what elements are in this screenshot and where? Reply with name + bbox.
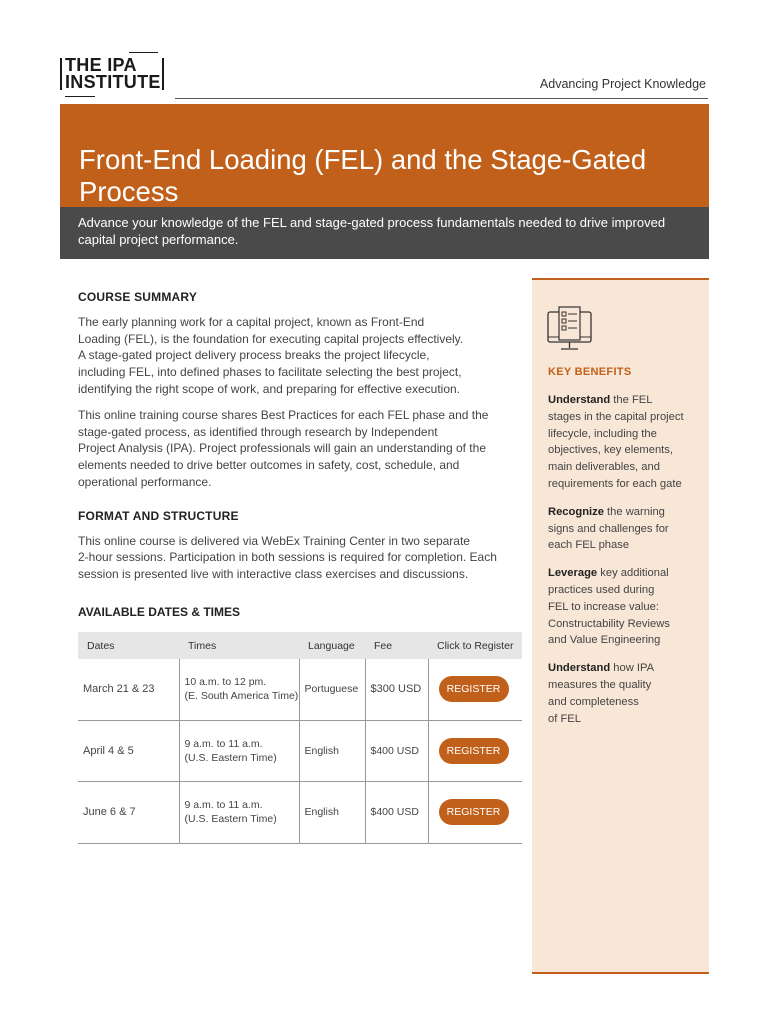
fee-cell: $300 USD <box>365 659 428 720</box>
course-summary-paragraph-1: The early planning work for a capital project, known as Front-End Loading (FEL), is the foundation for executing capital projects effectively. A stage-gated project delivery process breaks the project lifecycle, including FEL, into defined phases to facilitate selecting the best project, identifying the right scope of work, and preparing for effective execution. <box>78 314 464 396</box>
time-range: 10 a.m. to 12 pm. <box>184 676 267 689</box>
main-content <box>78 289 518 583</box>
benefits-list <box>548 392 703 738</box>
benefit-text: the FEL stages in the capital project lifecycle, including the objectives, key elements, main deliverables, and requirements for each gate <box>548 394 684 490</box>
benefit-text: key additional practices used during FEL to increase value: Constructability Reviews and Value Engineering <box>548 567 670 647</box>
tagline: Advancing Project Knowledge <box>539 77 706 91</box>
benefit-keyword: Understand <box>548 394 611 406</box>
column-header-dates: Dates <box>78 632 179 659</box>
benefit-item <box>548 660 703 727</box>
key-benefits-heading: KEY BENEFITS <box>548 366 632 378</box>
logo-text <box>65 57 161 91</box>
table-row <box>78 659 522 720</box>
course-summary-paragraph-2: This online training course shares Best Practices for each FEL phase and the stage-gated process, as identified through research by Independent Project Analysis (IPA). Project professionals will gain an understanding of the elements needed to drive better outcomes in safety, cost, schedule, and operational performance. <box>78 407 489 489</box>
page-title: Front-End Loading (FEL) and the Stage-Gated Process <box>79 144 647 207</box>
format-heading: FORMAT AND STRUCTURE <box>78 508 239 523</box>
benefit-text: the warning signs and challenges for each FEL phase <box>548 505 669 552</box>
benefit-keyword: Recognize <box>548 505 604 518</box>
benefit-keyword: Leverage <box>548 567 598 580</box>
ipa-institute-logo <box>60 52 166 98</box>
logo-top-line <box>129 52 158 53</box>
dates-cell: April 4 & 5 <box>78 720 179 781</box>
time-zone: (U.S. Eastern Time) <box>184 813 277 825</box>
fee-cell: $400 USD <box>365 781 428 843</box>
table-header-row <box>78 632 522 659</box>
page-subtitle: Advance your knowledge of the FEL and stage-gated process fundamentals needed to drive improved capital project performance. <box>78 215 666 247</box>
table-row <box>78 781 522 843</box>
dates-cell: March 21 & 23 <box>78 659 179 720</box>
register-button[interactable]: REGISTER <box>439 676 509 702</box>
time-zone: (U.S. Eastern Time) <box>184 751 277 764</box>
benefit-keyword: Understand <box>548 662 611 675</box>
course-summary-heading: COURSE SUMMARY <box>78 290 198 304</box>
times-cell <box>179 659 299 720</box>
column-header-times: Times <box>179 632 299 659</box>
subtitle-bar <box>60 207 709 259</box>
header-rule <box>175 98 708 99</box>
key-benefits-sidebar <box>532 278 709 974</box>
time-range: 9 a.m. to 11 a.m. <box>184 737 263 750</box>
benefit-text: how IPA measures the quality and completeness of FEL <box>548 662 655 725</box>
language-cell: Portuguese <box>299 659 365 720</box>
time-zone: (E. South America Time) <box>184 690 299 703</box>
language-cell: English <box>299 781 365 843</box>
register-cell <box>428 720 522 781</box>
dates-heading: AVAILABLE DATES & TIMES <box>78 605 240 619</box>
logo-line-1: THE IPA <box>65 55 137 75</box>
times-cell <box>179 720 299 781</box>
logo-bar-left <box>60 58 62 90</box>
benefit-item <box>548 504 703 554</box>
register-button[interactable]: REGISTER <box>439 738 509 764</box>
table-row <box>78 720 522 781</box>
register-button[interactable]: REGISTER <box>439 799 509 825</box>
logo-line-2: INSTITUTE <box>65 72 161 92</box>
language-cell: English <box>299 720 365 781</box>
logo-bar-right <box>162 58 164 90</box>
benefit-item <box>548 565 703 649</box>
column-header-language: Language <box>299 632 365 659</box>
register-cell <box>428 659 522 720</box>
dates-cell: June 6 & 7 <box>78 781 179 843</box>
benefit-item <box>548 392 703 493</box>
monitor-checklist-icon <box>547 306 592 354</box>
register-cell <box>428 781 522 843</box>
column-header-fee: Fee <box>365 632 428 659</box>
title-banner <box>60 104 709 207</box>
logo-under-line <box>65 96 95 97</box>
fee-cell: $400 USD <box>365 720 428 781</box>
format-paragraph: This online course is delivered via WebEx Training Center in two separate 2-hour sessions. Participation in both sessions is required for completion. Each session is presented live with interactive class exercises and discussions. <box>78 533 497 582</box>
column-header-register: Click to Register <box>428 632 522 659</box>
time-range: 9 a.m. to 11 a.m. <box>184 799 263 811</box>
times-cell <box>179 781 299 843</box>
dates-table <box>78 632 522 844</box>
